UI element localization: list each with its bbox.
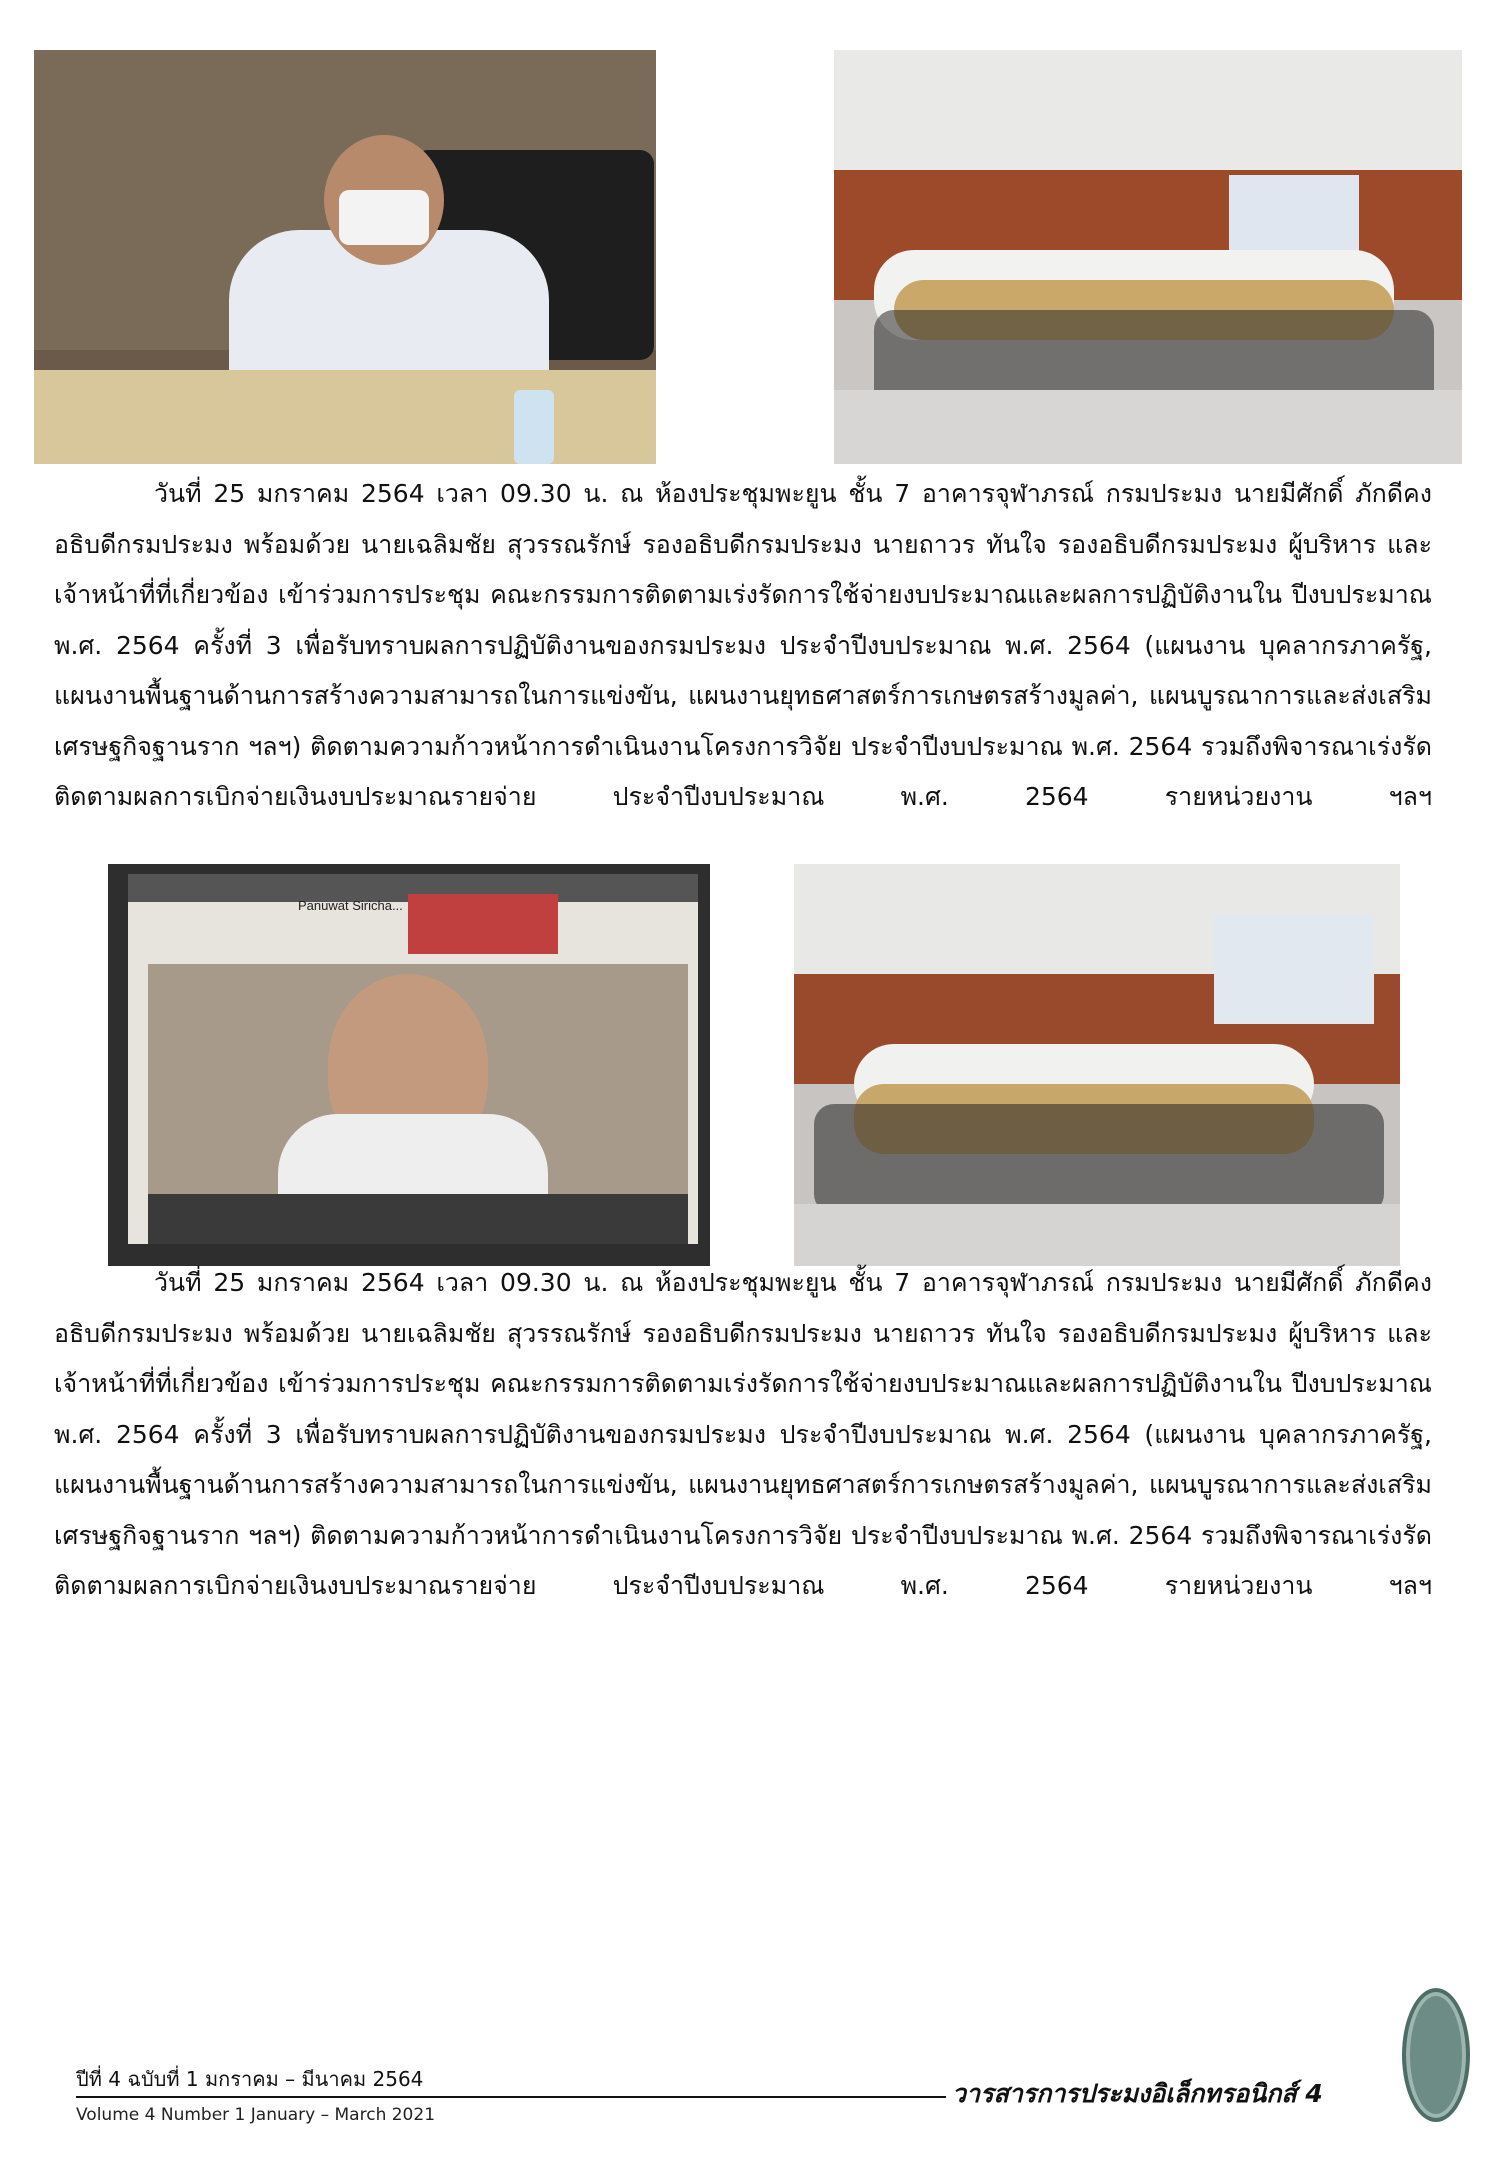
photo-video-call — [108, 864, 710, 1266]
photo-meeting-room-1 — [834, 50, 1462, 464]
photo-official-at-desk — [34, 50, 656, 464]
photo-meeting-room-2 — [794, 864, 1400, 1266]
footer-journal-name: วารสารการประมงอิเล็กทรอนิกส์ 4 — [952, 2079, 1323, 2108]
oval-badge-icon — [1402, 1988, 1470, 2122]
footer-issue-thai: ปีที่ 4 ฉบับที่ 1 มกราคม – มีนาคม 2564 — [76, 2067, 424, 2091]
footer-divider — [76, 2096, 946, 2098]
video-call-name-label: Panuwat Siricha... — [298, 898, 403, 913]
caption-paragraph-2: วันที่ 25 มกราคม 2564 เวลา 09.30 น. ณ ห้องประชุมพะยูน ชั้น 7 อาคารจุฬาภรณ์ กรมประมง นายมีศักดิ์ ภักดีคง อธิบดีกรมประมง พร้อมด้วย นายเฉลิมชัย สุวรรณรักษ์ รองอธิบดีกรมประมง นายถาวร ทันใจ รองอธิบดีกรมประมง ผู้บริหาร และเจ้าหน้าที่ที่เกี่ยวข้อง เข้าร่วมการประชุม คณะกรรมการติดตามเร่งรัดการใช้จ่ายงบประมาณและผลการปฏิบัติงานใน ปีงบประมาณ พ.ศ. 2564 ครั้งที่ 3 เพื่อรับทราบผลการปฏิบัติงานของกรมประมง ประจำปีงบประมาณ พ.ศ. 2564 (แผนงาน บุคลากรภาครัฐ, แผนงานพื้นฐานด้านการสร้างความสามารถในการแข่งขัน, แผนงานยุทธศาสตร์การเกษตรสร้างมูลค่า, แผนบูรณาการและส่งเสริมเศรษฐกิจฐานราก ฯลฯ) ติดตามความก้าวหน้าการดำเนินงานโครงการวิจัย ประจำปีงบประมาณ พ.ศ. 2564 รวมถึงพิจารณาเร่งรัดติดตามผลการเบิกจ่ายเงินงบประมาณรายจ่าย ประจำปีงบประมาณ พ.ศ. 2564 รายหน่วยงาน ฯลฯ — [54, 1268, 1432, 1600]
footer-issue-english: Volume 4 Number 1 January – March 2021 — [76, 2105, 436, 2125]
caption-paragraph-1: วันที่ 25 มกราคม 2564 เวลา 09.30 น. ณ ห้องประชุมพะยูน ชั้น 7 อาคารจุฬาภรณ์ กรมประมง นายมีศักดิ์ ภักดีคง อธิบดีกรมประมง พร้อมด้วย นายเฉลิมชัย สุวรรณรักษ์ รองอธิบดีกรมประมง นายถาวร ทันใจ รองอธิบดีกรมประมง ผู้บริหาร และเจ้าหน้าที่ที่เกี่ยวข้อง เข้าร่วมการประชุม คณะกรรมการติดตามเร่งรัดการใช้จ่ายงบประมาณและผลการปฏิบัติงานใน ปีงบประมาณ พ.ศ. 2564 ครั้งที่ 3 เพื่อรับทราบผลการปฏิบัติงานของกรมประมง ประจำปีงบประมาณ พ.ศ. 2564 (แผนงาน บุคลากรภาครัฐ, แผนงานพื้นฐานด้านการสร้างความสามารถในการแข่งขัน, แผนงานยุทธศาสตร์การเกษตรสร้างมูลค่า, แผนบูรณาการและส่งเสริมเศรษฐกิจฐานราก ฯลฯ) ติดตามความก้าวหน้าการดำเนินงานโครงการวิจัย ประจำปีงบประมาณ พ.ศ. 2564 รวมถึงพิจารณาเร่งรัดติดตามผลการเบิกจ่ายเงินงบประมาณรายจ่าย ประจำปีงบประมาณ พ.ศ. 2564 รายหน่วยงาน ฯลฯ — [54, 479, 1432, 811]
